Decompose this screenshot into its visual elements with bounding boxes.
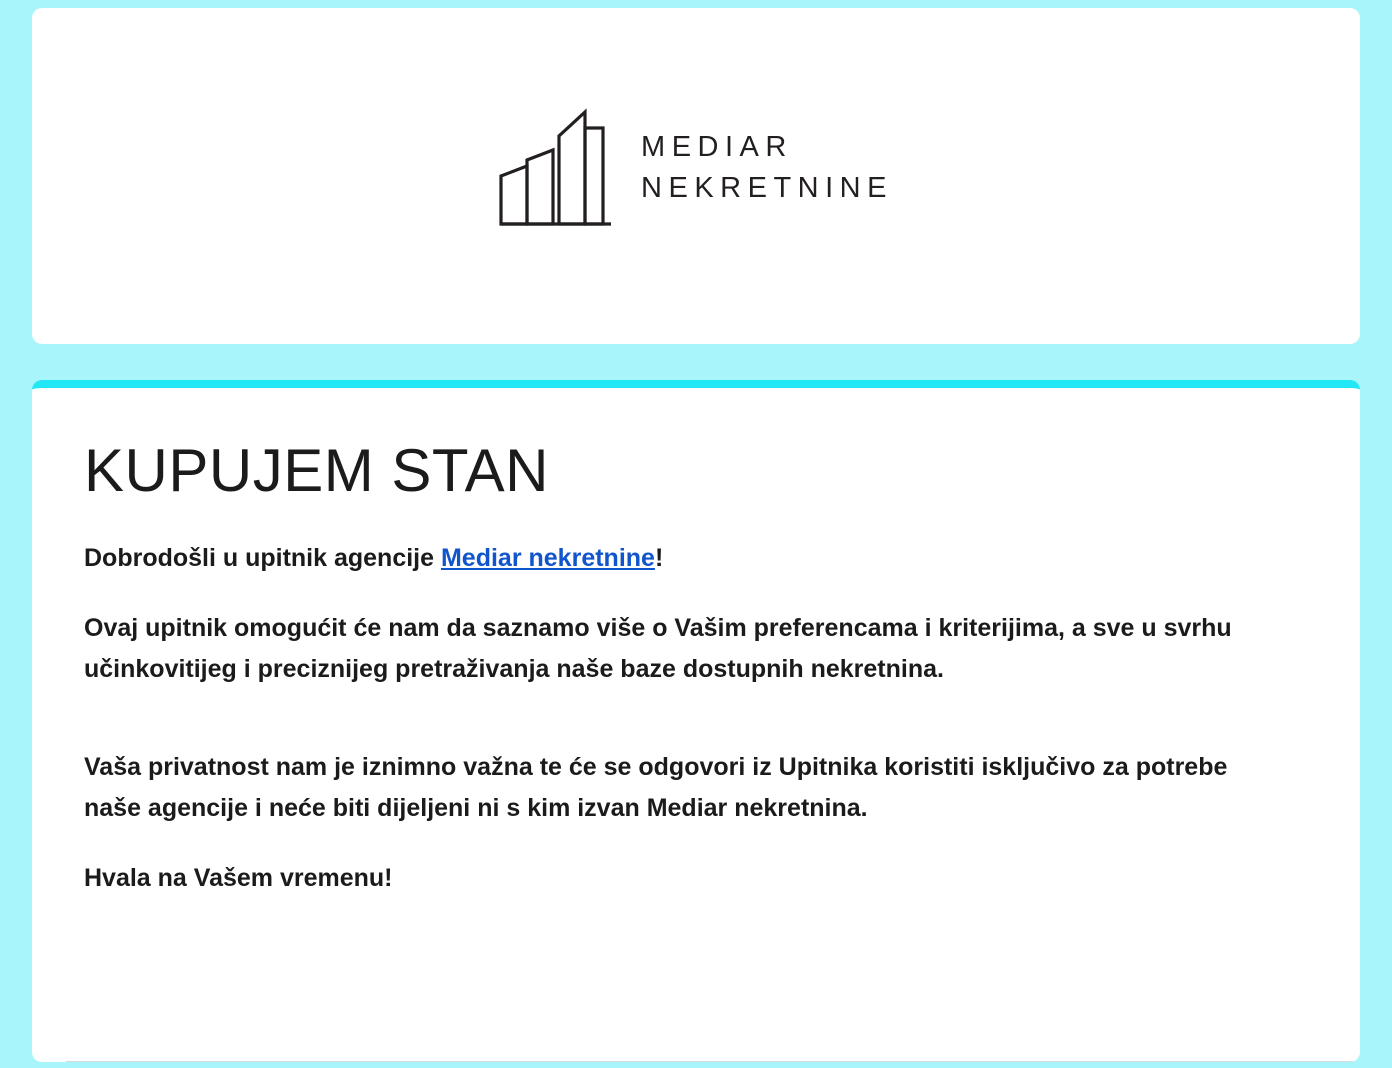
buildings-logo-icon (499, 106, 615, 230)
brand-name-line-1: MEDIAR (641, 130, 793, 163)
thanks-paragraph: Hvala na Vašem vremenu! (84, 863, 393, 892)
brand-name-line-2: NEKRETNINE (641, 172, 893, 204)
questionnaire-page (0, 8, 1392, 1068)
welcome-paragraph (84, 538, 1284, 580)
agency-link[interactable]: Mediar nekretnine (440, 544, 655, 572)
privacy-paragraph: Vaša privatnost nam je iznimno važna te će se odgovori iz Upitnika koristiti isključivo za potrebe naše agencije i neće biti dijeljeni ni s kim izvan Mediar nekretnina. (84, 752, 1228, 822)
logo-header-card (32, 8, 1360, 344)
brand-logo (499, 106, 893, 230)
welcome-prefix: Dobrodošli u upitnik agencije (84, 544, 441, 572)
welcome-suffix: ! (654, 544, 664, 572)
section-divider (66, 1061, 1360, 1062)
page-title: KUPUJEM STAN (84, 437, 549, 504)
intro-paragraph-1: Ovaj upitnik omogućit će nam da saznamo više o Vašim preferencama i kriterijima, a sve u svrhu učinkovitijeg i preciznijeg pretraživanja naše baze dostupnih nekretnina. (84, 613, 1232, 683)
brand-logo-text (641, 131, 893, 206)
form-intro-card (32, 380, 1360, 1062)
